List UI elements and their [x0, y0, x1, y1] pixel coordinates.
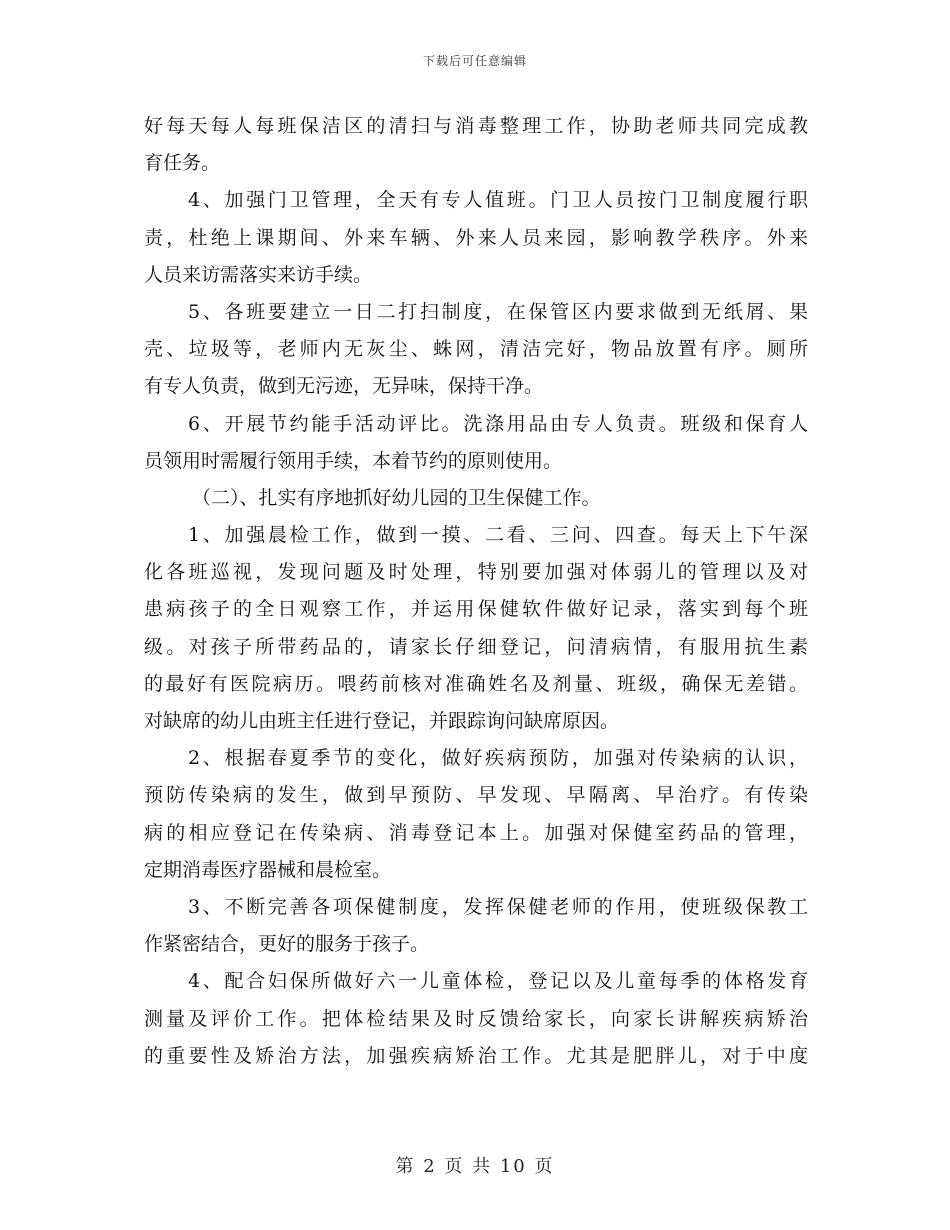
paragraph-start-line: 2、根据春夏季节的变化，做好疾病预防，加强对传染病的认识，	[188, 747, 808, 770]
text-line: 对缺席的幼儿由班主任进行登记，并跟踪询问缺席原因。	[144, 710, 620, 732]
text-line: 测量及评价工作。把体检结果及时反馈给家长，向家长讲解疾病矫治	[144, 1007, 808, 1030]
text-line: 壳、垃圾等，老师内无灰尘、蛛网，清洁完好，物品放置有序。厕所	[144, 338, 808, 361]
text-line: 患病孩子的全日观察工作，并运用保健软件做好记录，落实到每个班	[144, 598, 808, 621]
paragraph-start-line: 3、不断完善各项保健制度，发挥保健老师的作用，使班级保教工	[188, 895, 808, 918]
paragraph-start-line: 4、加强门卫管理，全天有专人值班。门卫人员按门卫制度履行职	[188, 189, 808, 212]
text-line: 育任务。	[144, 152, 221, 175]
page-footer: 第 2 页 共 10 页	[395, 1156, 555, 1177]
text-line: 作紧密结合，更好的服务于孩子。	[144, 933, 430, 956]
document-body	[144, 108, 808, 1075]
text-line: 责，杜绝上课期间、外来车辆、外来人员来园，影响教学秩序。外来	[144, 226, 808, 249]
text-line: 好每天每人每班保洁区的清扫与消毒整理工作，协助老师共同完成教	[144, 115, 808, 137]
text-line: 人员来访需落实来访手续。	[144, 263, 373, 286]
text-line: 的重要性及矫治方法，加强疾病矫治工作。尤其是肥胖儿，对于中度	[144, 1044, 808, 1067]
text-line: 预防传染病的发生，做到早预防、早发现、早隔离、早治疗。有传染	[144, 784, 808, 807]
paragraph-start-line: 6、开展节约能手活动评比。洗涤用品由专人负责。班级和保育人	[188, 412, 808, 435]
text-line: 有专人负责，做到无污迹，无异味，保持干净。	[144, 375, 544, 398]
text-line: 员领用时需履行领用手续，本着节约的原则使用。	[144, 449, 563, 472]
text-line: 化各班巡视，发现问题及时处理，特别要加强对体弱儿的管理以及对	[144, 561, 808, 584]
text-line: 病的相应登记在传染病、消毒登记本上。加强对保健室药品的管理，	[144, 821, 808, 844]
section-heading: （二）、扎实有序地抓好幼儿园的卫生保健工作。	[192, 486, 601, 509]
text-line: 定期消毒医疗器械和晨检室。	[144, 858, 392, 881]
paragraph-start-line: 4、配合妇保所做好六一儿童体检，登记以及儿童每季的体格发育	[188, 970, 808, 993]
page-header: 下载后可任意编辑	[422, 54, 527, 68]
text-line: 级。对孩子所带药品的，请家长仔细登记，问清病情，有服用抗生素	[144, 635, 808, 658]
text-line: 的最好有医院病历。喂药前核对准确姓名及剂量、班级，确保无差错。	[144, 672, 808, 695]
paragraph-start-line: 1、加强晨检工作，做到一摸、二看、三问、四查。每天上下午深	[188, 524, 808, 547]
paragraph-start-line: 5、各班要建立一日二打扫制度，在保管区内要求做到无纸屑、果	[188, 300, 808, 323]
